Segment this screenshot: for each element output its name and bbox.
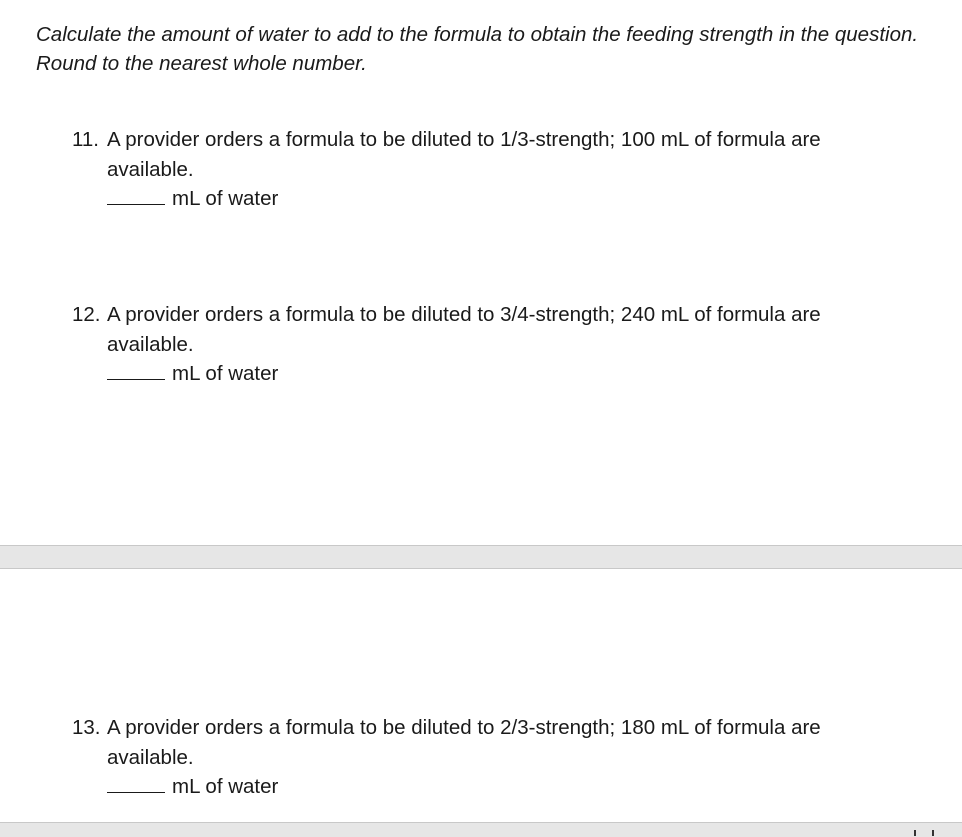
answer-unit: mL of water bbox=[172, 775, 279, 798]
answer-blank[interactable] bbox=[107, 359, 165, 380]
question-13 bbox=[72, 713, 922, 802]
answer-blank[interactable] bbox=[107, 184, 165, 205]
question-text: A provider orders a formula to be diluted to 1/3-strength; 100 mL of formula are bbox=[107, 128, 821, 151]
answer-row bbox=[72, 772, 922, 802]
page-break-bottom bbox=[0, 822, 962, 837]
question-11 bbox=[72, 125, 922, 214]
question-text: A provider orders a formula to be diluted to 2/3-strength; 180 mL of formula are bbox=[107, 716, 821, 739]
answer-unit: mL of water bbox=[172, 187, 279, 210]
question-number: 11. bbox=[72, 128, 99, 151]
answer-blank[interactable] bbox=[107, 772, 165, 793]
page-break bbox=[0, 545, 962, 569]
question-number: 13. bbox=[72, 716, 101, 739]
answer-row bbox=[72, 359, 922, 389]
question-12 bbox=[72, 300, 922, 389]
question-text-continued: available. bbox=[107, 332, 194, 356]
question-text: A provider orders a formula to be diluted to 3/4-strength; 240 mL of formula are bbox=[107, 303, 821, 326]
question-number: 12. bbox=[72, 303, 101, 326]
answer-row bbox=[72, 184, 922, 214]
question-text-continued: available. bbox=[107, 745, 194, 769]
answer-unit: mL of water bbox=[172, 362, 279, 385]
page-corner-mark bbox=[914, 830, 938, 836]
instructions-text: Calculate the amount of water to add to the formula to obtain the feeding strength in the question. Round to the nearest whole number. bbox=[36, 23, 919, 75]
question-text-continued: available. bbox=[107, 157, 194, 181]
